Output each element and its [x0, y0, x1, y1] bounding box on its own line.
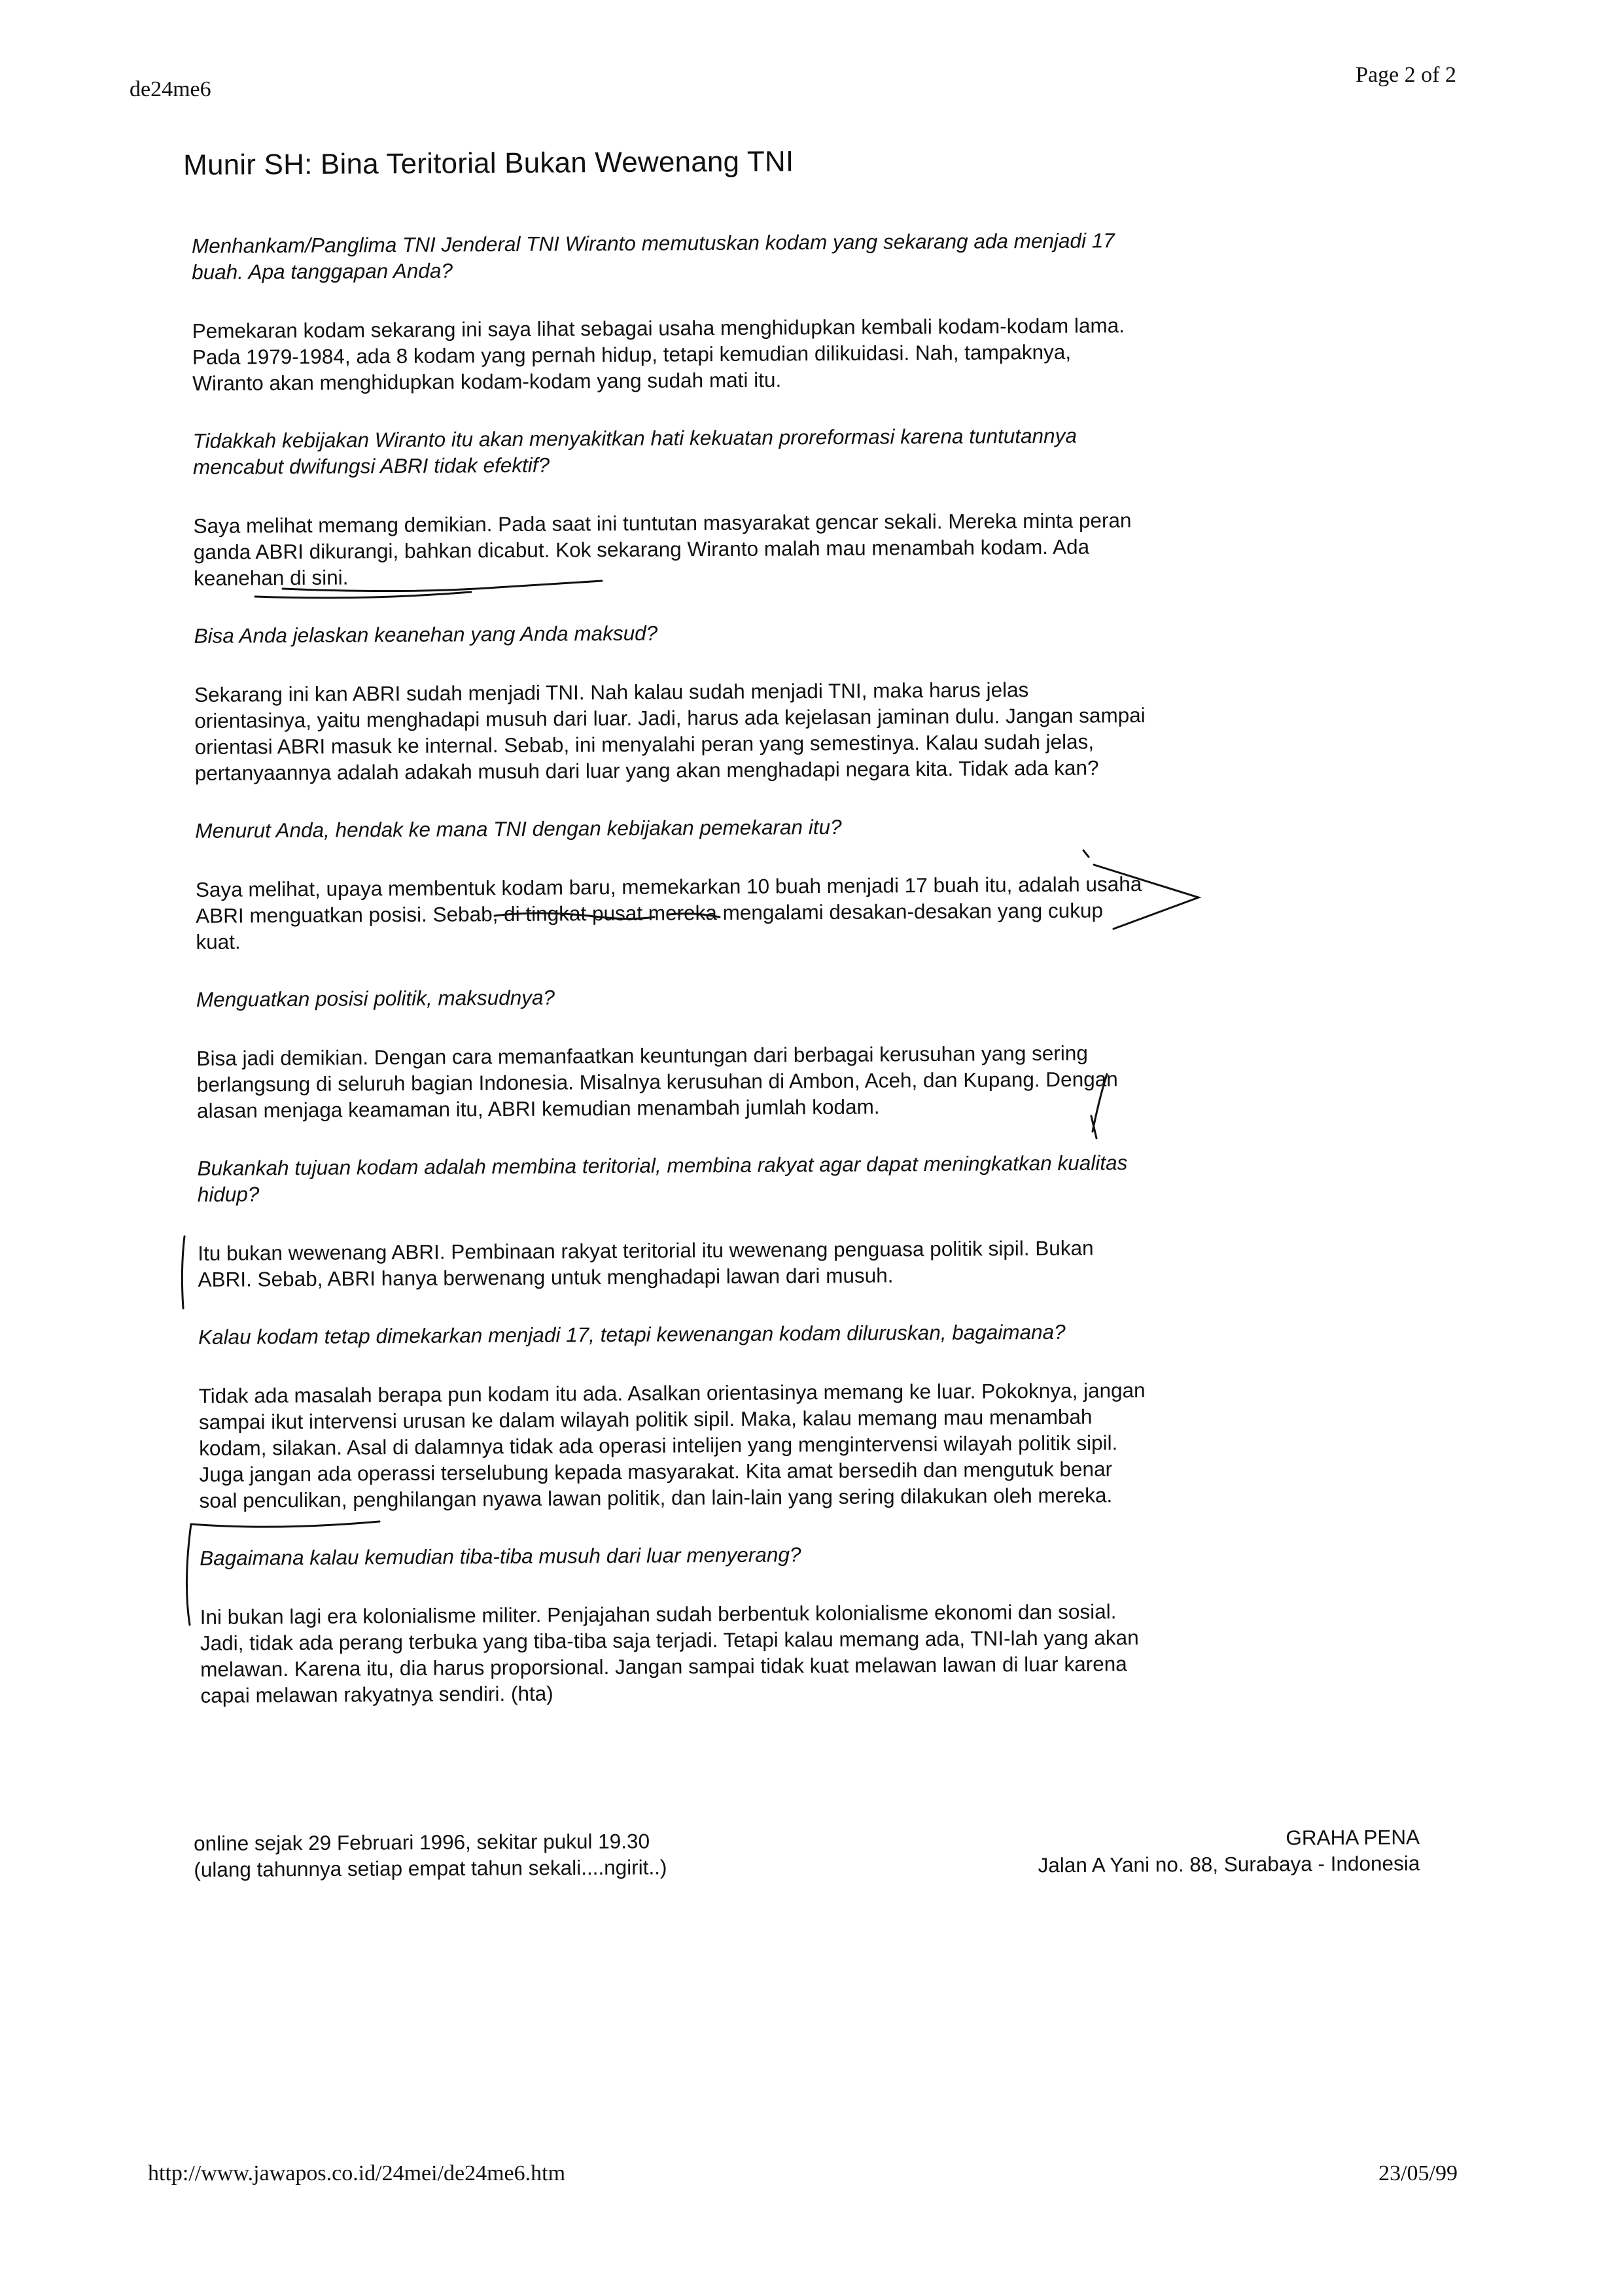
- answer-text: Sekarang ini kan ABRI sudah menjadi TNI. Nah kalau sudah menjadi TNI, maka harus jelas orientasinya, yaitu menghadapi musuh dari luar. Jadi, harus ada kejelasan jaminan dulu. Jangan sampai orientasi ABRI masuk ke internal. Sebab, ini menyalahi peran yang semestinya. Kalau sudah jelas, pertanyaannya adalah adakah musuh dari luar yang akan menghadapi negara kita. Tidak ada kan?: [194, 678, 1146, 785]
- margin-bracket: [186, 1524, 191, 1625]
- qa-item: [186, 617, 1148, 786]
- qa-item: [192, 1539, 1154, 1709]
- qa-item: [187, 812, 1149, 955]
- question-text: Bisa Anda jelaskan keanehan yang Anda maksud?: [194, 621, 658, 648]
- document-id: de24me6: [130, 77, 211, 101]
- site-footer: [194, 1824, 1420, 1881]
- qa-item: [190, 1318, 1153, 1514]
- margin-bracket: [182, 1236, 184, 1308]
- page-number: Page 2 of 2: [1356, 63, 1456, 87]
- qa-item: [189, 1149, 1151, 1293]
- question-text: Kalau kodam tetap dimekarkan menjadi 17, tetapi kewenangan kodam diluruskan, bagaimana?: [198, 1319, 1066, 1349]
- print-date: 23/05/99: [1378, 2161, 1458, 2185]
- site-footer-left: [194, 1828, 667, 1883]
- answer-text: Tidak ada masalah berapa pun kodam itu ada. Asalkan orientasinya memang ke luar. Pokoknya, jangan sampai ikut intervensi urusan ke dalam wilayah politik sipil. Maka, kalau memang mau menambah kodam, silakan. Asal di dalamnya tidak ada operasi intelijen yang mengintervensi wilayah politik sipil. Juga jangan ada operassi terselubung kepada masyarakat. Kita amat bersedih dan mengutuk benar soal penculikan, penghilangan nyawa lawan politik, dan lain-lain yang sering dilakukan oleh mereka.: [198, 1378, 1146, 1512]
- question-text: Tidakkah kebijakan Wiranto itu akan menyakitkan hati kekuatan proreformasi karena tuntutannya mencabut dwifungsi ABRI tidak efektif?: [192, 423, 1078, 479]
- answer-text: Saya melihat memang demikian. Pada saat ini tuntutan masyarakat gencar sekali. Mereka minta peran ganda ABRI dikurangi, bahkan dicabut. Kok sekarang Wiranto malah mau menambah kodam. Ada keanehan di sini.: [193, 508, 1132, 590]
- answer-text: Itu bukan wewenang ABRI. Pembinaan rakyat teritorial itu wewenang penguasa politik sipil. Bukan ABRI. Sebab, ABRI hanya berwenang untuk menghadapi lawan dari musuh.: [198, 1236, 1094, 1291]
- question-text: Bukankah tujuan kodam adalah membina teritorial, membina rakyat agar dapat meningkatkan kualitas hidup?: [197, 1151, 1128, 1206]
- article: [183, 143, 1155, 1740]
- qa-item: [184, 227, 1146, 396]
- print-url: http://www.jawapos.co.id/24mei/de24me6.htm: [148, 2161, 566, 2185]
- article-title: Munir SH: Bina Teritorial Bukan Wewenang TNI: [183, 145, 794, 181]
- site-footer-right: [1038, 1824, 1420, 1878]
- anniversary-note: (ulang tahunnya setiap empat tahun sekali....ngirit..): [194, 1855, 667, 1881]
- answer-text: Pemekaran kodam sekarang ini saya lihat sebagai usaha menghidupkan kembali kodam-kodam lama. Pada 1979-1984, ada 8 kodam yang pernah hidup, tetapi kemudian dilikuidasi. Nah, tampaknya, Wiranto akan menghidupkan kodam-kodam yang sudah mati itu.: [192, 313, 1125, 395]
- question-text: Menurut Anda, hendak ke mana TNI dengan kebijakan pemekaran itu?: [195, 814, 842, 843]
- question-text: Bagaimana kalau kemudian tiba-tiba musuh dari luar menyerang?: [200, 1542, 801, 1570]
- org-address: Jalan A Yani no. 88, Surabaya - Indonesia: [1038, 1851, 1420, 1877]
- answer-text: Bisa jadi demikian. Dengan cara memanfaatkan keuntungan dari berbagai kerusuhan yang sering berlangsung di seluruh bagian Indonesia. Misalnya kerusuhan di Ambon, Aceh, dan Kupang. Dengan alasan menjaga keamaman itu, ABRI kemudian menambah jumlah kodam.: [196, 1041, 1118, 1122]
- qa-item: [185, 422, 1148, 591]
- org-name: GRAHA PENA: [1286, 1825, 1420, 1850]
- question-text: Menhankam/Panglima TNI Jenderal TNI Wiranto memutuskan kodam yang sekarang ada menjadi 17 buah. Apa tanggapan Anda?: [191, 228, 1115, 284]
- question-text: Menguatkan posisi politik, maksudnya?: [196, 985, 555, 1011]
- answer-text: Saya melihat, upaya membentuk kodam baru, memekarkan 10 buah menjadi 17 buah itu, adalah usaha ABRI menguatkan posisi. Sebab, di tingkat pusat mereka mengalami desakan-desakan yang cukup kuat.: [195, 872, 1142, 954]
- online-since-text: online sejak 29 Februari 1996, sekitar pukul 19.30: [194, 1829, 650, 1855]
- qa-item: [188, 981, 1151, 1124]
- answer-text: Ini bukan lagi era kolonialisme militer. Penjajahan sudah berbentuk kolonialisme ekonomi dan sosial. Jadi, tidak ada perang terbuka yang tiba-tiba saja terjadi. Tetapi kalau memang ada, TNI-lah yang akan melawan. Karena itu, dia harus proporsional. Jangan sampai tidak kuat melawan lawan di luar karena capai melawan rakyatnya sendiri. (hta): [200, 1599, 1139, 1707]
